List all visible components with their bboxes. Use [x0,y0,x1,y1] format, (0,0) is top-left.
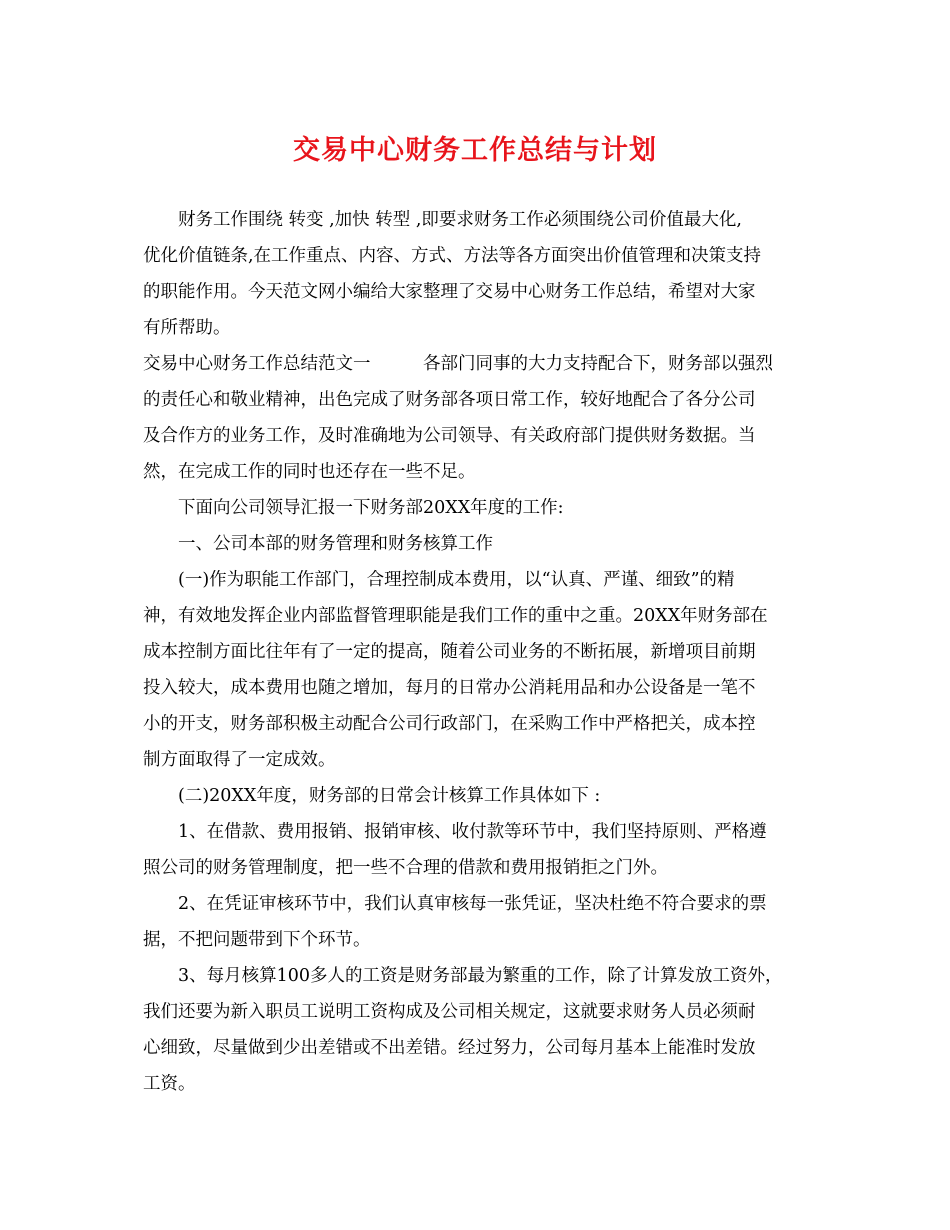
paragraph-line: 优化价值链条,在工作重点、内容、方式、方法等各方面突出价值管理和决策支持 [143,246,762,266]
paragraph-line: (一)作为职能工作部门，合理控制成本费用，以“认真、严谨、细致”的精 [143,570,735,590]
paragraph-line: 2、在凭证审核环节中，我们认真审核每一张凭证，坚决杜绝不符合要求的票 [143,894,767,914]
paragraph-line: 投入较大，成本费用也随之增加，每月的日常办公消耗用品和办公设备是一笔不 [143,678,756,698]
paragraph-line: 工资。 [143,1074,196,1094]
paragraph-line: 我们还要为新入职员工说明工资构成及公司相关规定，这就要求财务人员必须耐 [143,1002,756,1022]
paragraph-line: 制方面取得了一定成效。 [143,750,336,770]
paragraph-line: 的责任心和敬业精神，出色完成了财务部各项日常工作，较好地配合了各分公司 [143,390,756,410]
paragraph-line: 及合作方的业务工作，及时准确地为公司领导、有关政府部门提供财务数据。当 [143,426,756,446]
paragraph-line: 财务工作围绕 转变 ,加快 转型 ,即要求财务工作必须围绕公司价值最大化, [143,210,742,230]
paragraph-line: 3、每月核算100多人的工资是财务部最为繁重的工作，除了计算发放工资外， [143,966,783,986]
paragraph-line: 然，在完成工作的同时也还存在一些不足。 [143,462,476,482]
paragraph-line: 照公司的财务管理制度，把一些不合理的借款和费用报销拒之门外。 [143,858,668,878]
paragraph-line: 的职能作用。今天范文网小编给大家整理了交易中心财务工作总结，希望对大家 [143,282,756,302]
paragraph-line: 有所帮助。 [143,318,231,338]
paragraph-line: (二)20XX年度，财务部的日常会计核算工作具体如下 : [143,786,601,806]
paragraph-line: 交易中心财务工作总结范文一 各部门同事的大力支持配合下，财务部以强烈 [143,354,773,374]
paragraph-line: 小的开支，财务部积极主动配合公司行政部门，在采购工作中严格把关，成本控 [143,714,756,734]
paragraph-line: 成本控制方面比往年有了一定的提高，随着公司业务的不断拓展，新增项目前期 [143,642,756,662]
paragraph-line: 心细致，尽量做到少出差错或不出差错。经过努力，公司每月基本上能准时发放 [143,1038,756,1058]
document-title: 交易中心财务工作总结与计划 [293,135,657,166]
paragraph-line: 神，有效地发挥企业内部监督管理职能是我们工作的重中之重。20XX年财务部在 [143,606,768,626]
section-heading-line: 一、公司本部的财务管理和财务核算工作 [143,534,493,554]
paragraph-line: 1、在借款、费用报销、报销审核、收付款等环节中，我们坚持原则、严格遵 [143,822,767,842]
paragraph-line: 下面向公司领导汇报一下财务部20XX年度的工作: [143,498,564,518]
paragraph-line: 据，不把问题带到下个环节。 [143,930,371,950]
